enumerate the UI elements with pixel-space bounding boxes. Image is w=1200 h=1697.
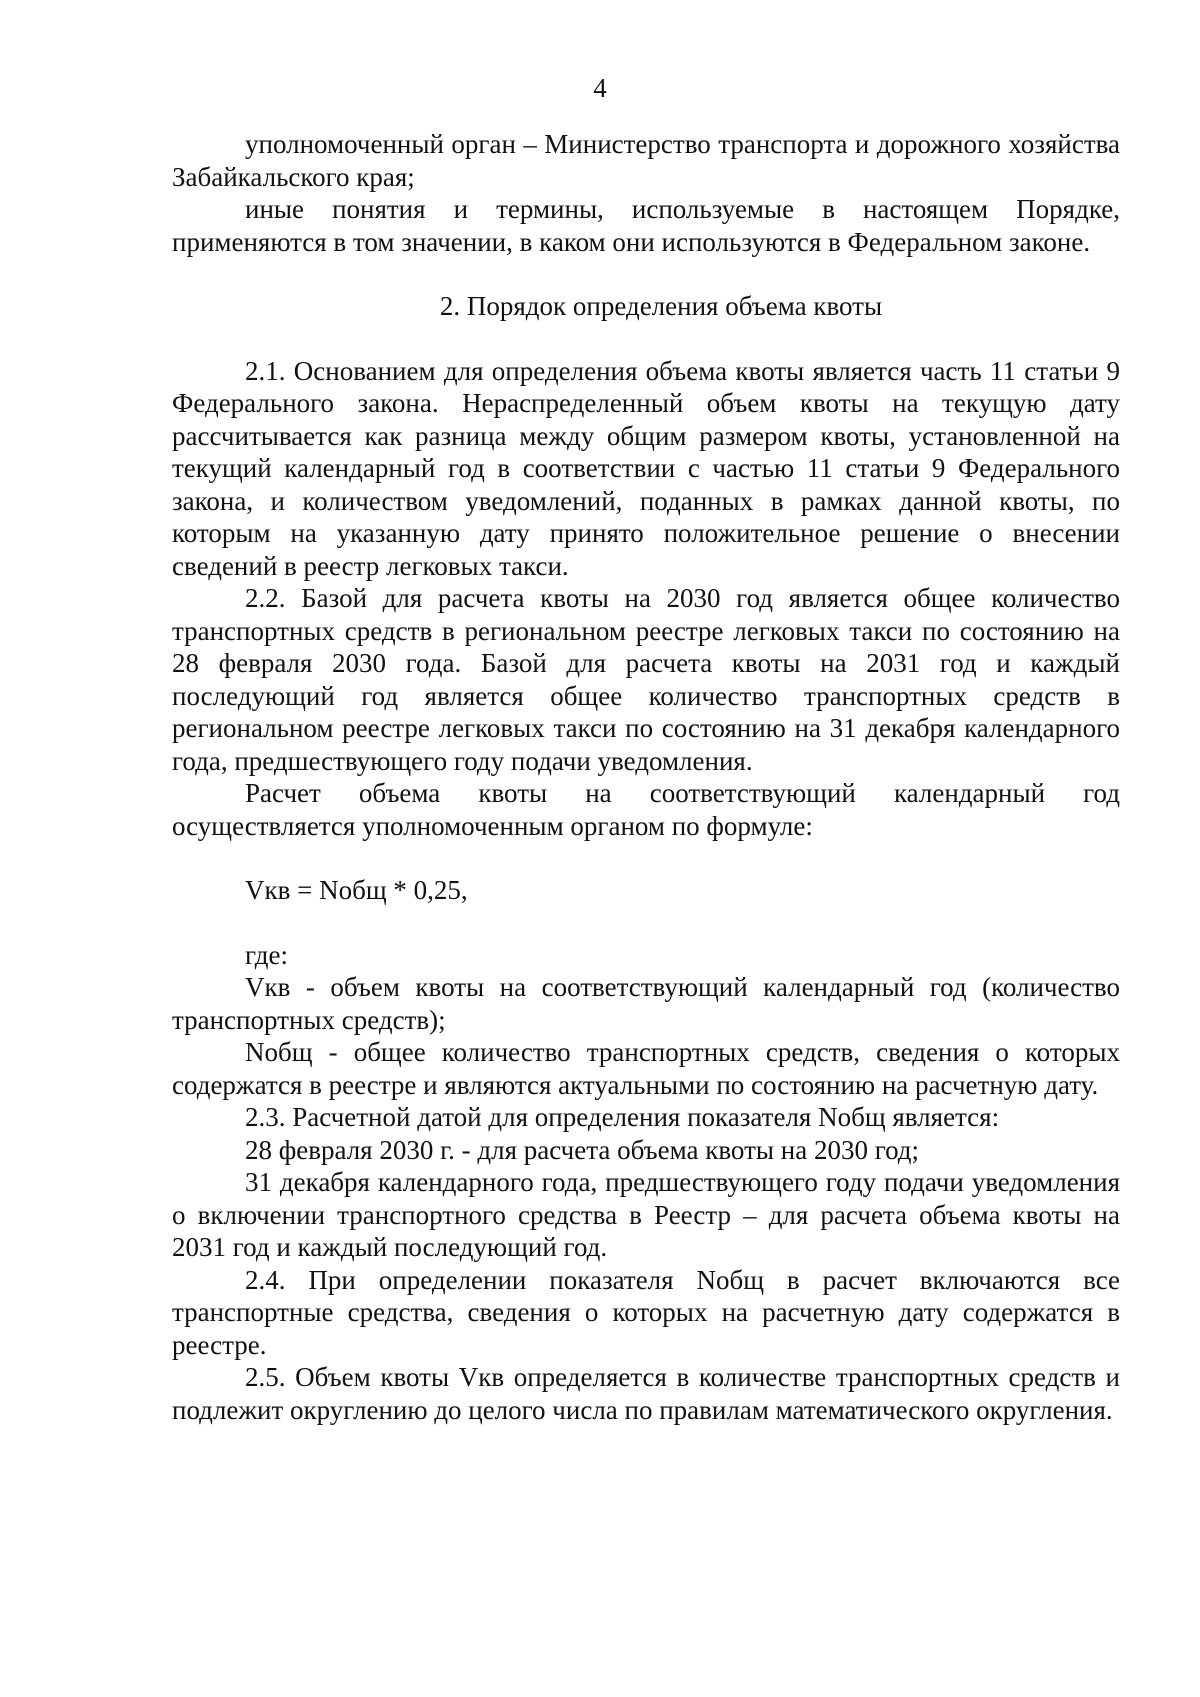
paragraph-2-1: 2.1. Основанием для определения объема квоты является часть 11 статьи 9 Федерального закона. Нераспределенный объем квоты на текущую дату рассчитывается как разница между общим размером квоты, установленной на текущий календарный год в соответствии с частью 11 статьи 9 Федерального закона, и количеством уведомлений, поданных в рамках данной квоты, по которым на указанную дату принято положительное решение о внесении сведений в реестр легковых такси. — [172, 355, 1120, 581]
paragraph-2-2: 2.2. Базой для расчета квоты на 2030 год является общее количество транспортных средств в региональном реестре легковых такси по состоянию на 28 февраля 2030 года. Базой для расчета квоты на 2031 год и каждый последующий год является общее количество транспортных средств в региональном реестре легковых такси по состоянию на 31 декабря календарного года, предшествующего году подачи уведомления. — [172, 583, 1120, 776]
paragraph-nobsch-definition: Nобщ - общее количество транспортных средств, сведения о которых содержатся в реестре и являются актуальными по состоянию на расчетную дату. — [172, 1037, 1120, 1100]
paragraph-2-5: 2.5. Объем квоты Vкв определяется в количестве транспортных средств и подлежит округлению до целого числа по правилам математического округления. — [172, 1362, 1120, 1425]
document-body — [172, 128, 1120, 1426]
paragraph-where: где: — [245, 939, 288, 970]
paragraph-other-terms: иные понятия и термины, используемые в настоящем Порядке, применяются в том значении, в каком они используются в Федеральном законе. — [172, 194, 1120, 257]
paragraph-2-4: 2.4. При определении показателя Nобщ в расчет включаются все транспортные средства, сведения о которых на расчетную дату содержатся в реестре. — [172, 1264, 1120, 1360]
paragraph-calculation: Расчет объема квоты на соответствующий календарный год осуществляется уполномоченным органом по формуле: — [172, 778, 1120, 841]
section-heading: 2. Порядок определения объема квоты — [439, 291, 883, 321]
paragraph-authorized-body: уполномоченный орган – Министерство транспорта и дорожного хозяйства Забайкальского края; — [172, 129, 1120, 192]
quota-formula: Vкв = Nобщ * 0,25, — [245, 875, 468, 905]
paragraph-2-3: 2.3. Расчетной датой для определения показателя Nобщ является: — [245, 1102, 1000, 1132]
paragraph-date-2030: 28 февраля 2030 г. - для расчета объема квоты на 2030 год; — [245, 1134, 920, 1165]
paragraph-vkv-definition: Vкв - объем квоты на соответствующий календарный год (количество транспортных средств); — [172, 972, 1120, 1035]
paragraph-date-2031: 31 декабря календарного года, предшествующего году подачи уведомления о включении транспортного средства в Реестр – для расчета объема квоты на 2031 год и каждый последующий год. — [172, 1167, 1120, 1262]
page-number: 4 — [593, 73, 607, 103]
